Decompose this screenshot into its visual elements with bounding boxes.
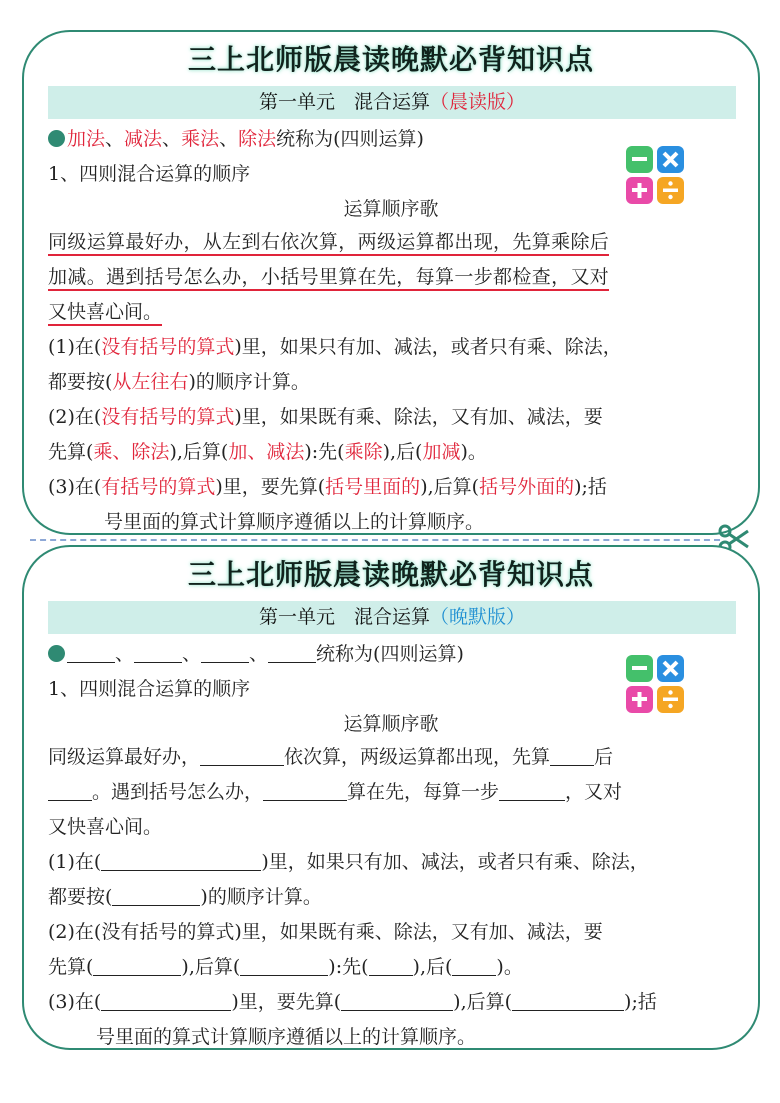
calculator-icon [624,653,686,715]
song-line-3: 又快喜心间。 [48,816,163,838]
ops-line: 、 、 、 统称为(四则运算) [48,639,464,666]
blank[interactable] [93,957,181,976]
section-heading: 1、四则混合运算的顺序 [48,163,251,185]
blank[interactable] [101,992,231,1011]
blank[interactable] [240,957,328,976]
song-line-1: 同级运算最好办，从左到右依次算，两级运算都出现，先算乘除后 [48,227,609,256]
unit-heading [48,601,736,634]
blank[interactable] [550,747,594,766]
section-heading: 1、四则混合运算的顺序 [48,678,251,700]
song-line-2: 。遇到括号怎么办， 算在先，每算一步 ，又对 [48,777,622,804]
song-line-1: 同级运算最好办， 依次算，两级运算都出现，先算 后 [48,746,614,768]
rule-1-cont: 都要按(从左往右)的顺序计算。 [48,371,310,393]
ops-line: 加法、减法、乘法、除法统称为(四则运算) [48,124,424,151]
card-title: 三上北师版晨读晚默必背知识点 [187,558,594,591]
cut-line [30,539,720,541]
rule-3-cont: 号里面的算式计算顺序遵循以上的计算顺序。 [96,1026,477,1048]
blank[interactable] [369,957,413,976]
blank[interactable] [499,782,565,801]
version-label: （晨读版） [430,91,526,113]
rule-3: (3)在(有括号的算式)里，要先算(括号里面的),后算(括号外面的);括 [48,476,607,498]
evening-card [22,545,760,1050]
rule-2-cont: 先算( ),后算( ):先( ),后( )。 [48,956,523,978]
blank[interactable] [101,852,261,871]
blank[interactable] [134,644,182,663]
rule-1: (1)在( )里，如果只有加、减法，或者只有乘、除法， [48,851,649,873]
blank[interactable] [112,887,200,906]
bullet-dot [48,645,65,662]
blank[interactable] [341,992,453,1011]
rule-3-cont: 号里面的算式计算顺序遵循以上的计算顺序。 [104,511,485,533]
song-line-3: 又快喜心间。 [48,297,162,326]
blank[interactable] [512,992,624,1011]
version-label: （晚默版） [430,606,526,628]
blank[interactable] [67,644,115,663]
blank[interactable] [201,644,249,663]
morning-card [22,30,760,535]
rule-2: (2)在(没有括号的算式)里，如果既有乘、除法，又有加、减法，要 [48,406,603,428]
rule-1-cont: 都要按( )的顺序计算。 [48,886,322,908]
blank[interactable] [263,782,347,801]
blank[interactable] [268,644,316,663]
rule-2-cont: 先算(乘、除法),后算(加、减法):先(乘除),后(加减)。 [48,441,487,463]
blank[interactable] [48,782,92,801]
unit-label: 第一单元 混合运算 [258,606,430,628]
song-title: 运算顺序歌 [343,198,439,220]
unit-label: 第一单元 混合运算 [258,91,430,113]
rule-3: (3)在( )里，要先算( ),后算( );括 [48,991,657,1013]
unit-heading [48,86,736,119]
rule-2: (2)在(没有括号的算式)里，如果既有乘、除法，又有加、减法，要 [48,921,603,943]
blank[interactable] [452,957,496,976]
rule-1: (1)在(没有括号的算式)里，如果只有加、减法，或者只有乘、除法， [48,336,622,358]
song-line-2: 加减。遇到括号怎么办，小括号里算在先，每算一步都检查，又对 [48,262,609,291]
card-title: 三上北师版晨读晚默必背知识点 [187,43,594,76]
song-title: 运算顺序歌 [343,713,439,735]
bullet-dot [48,130,65,147]
blank[interactable] [200,747,284,766]
